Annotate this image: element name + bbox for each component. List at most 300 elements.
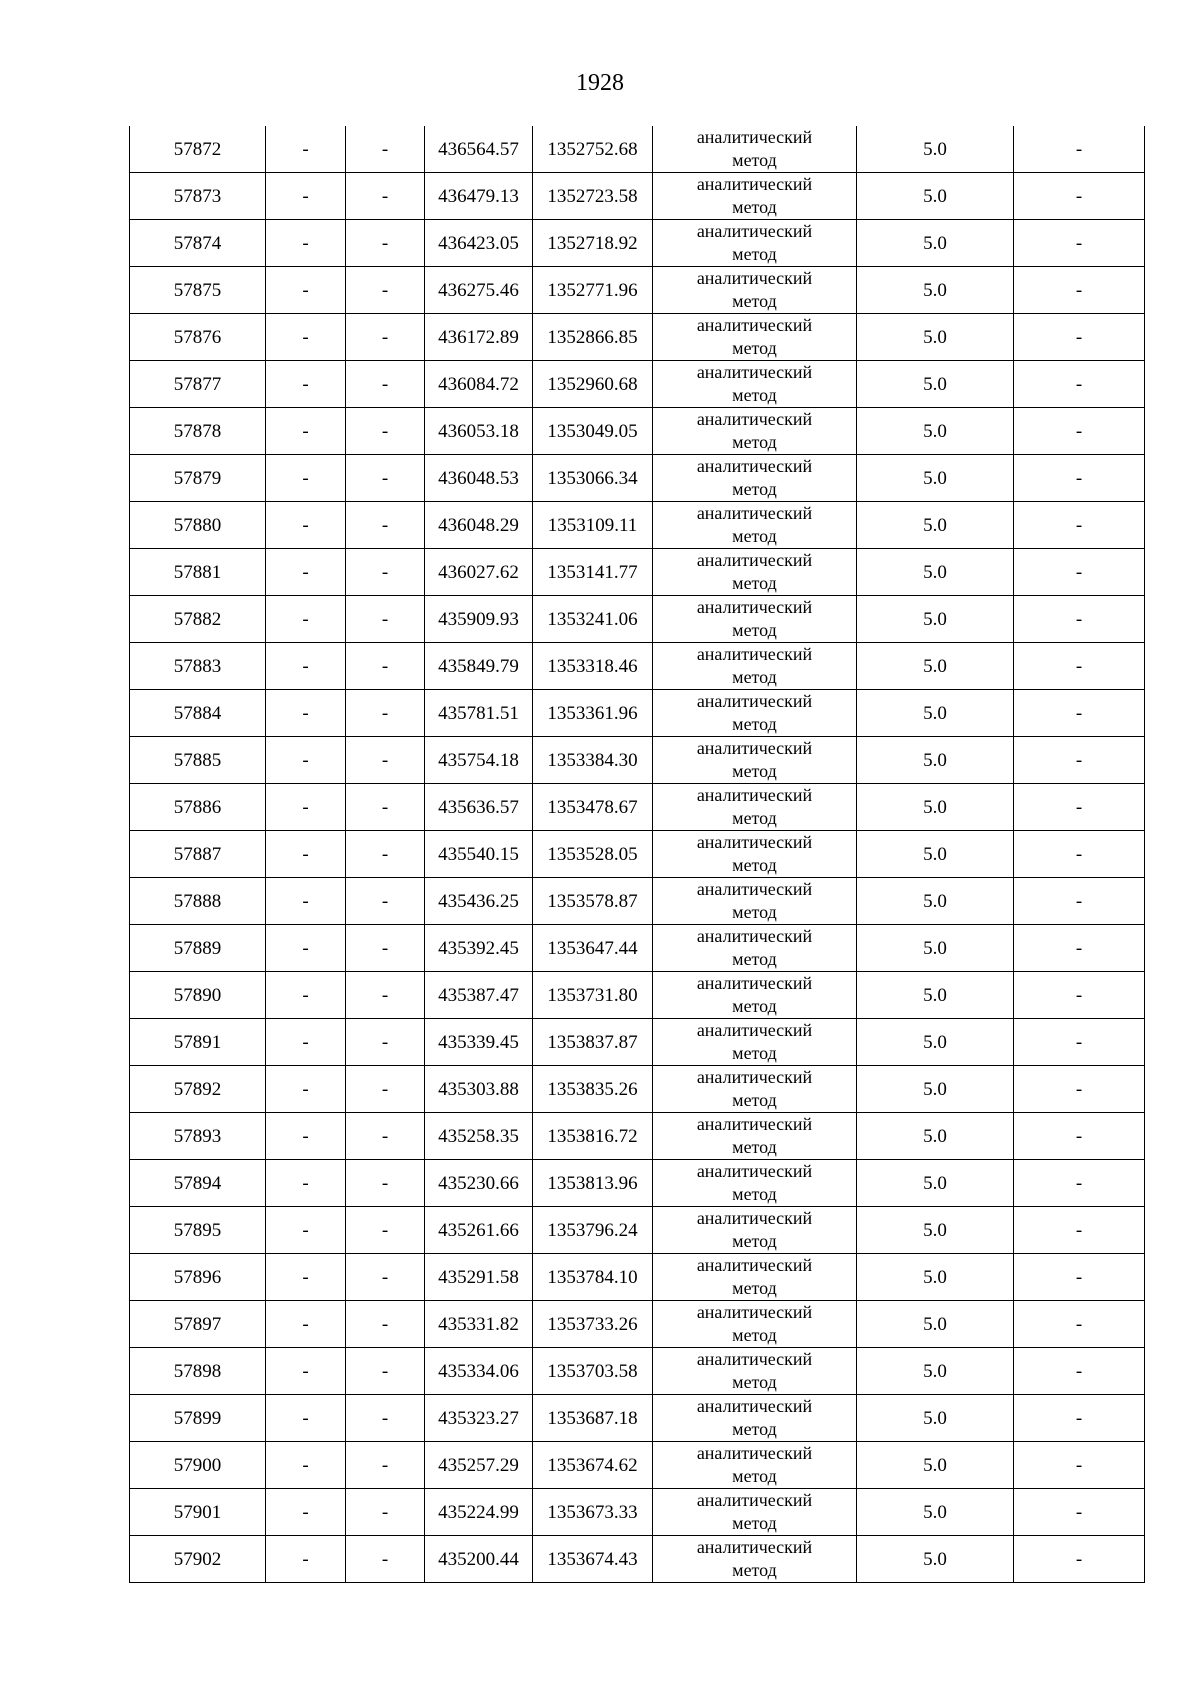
empty-value-cell: - [346,878,425,925]
point-number-cell: 57883 [130,643,266,690]
method-line-2: метод [732,1043,777,1063]
accuracy-cell: 5.0 [857,126,1014,173]
y-coordinate-cell: 1353733.26 [533,1301,653,1348]
method-line-1: аналитический [696,597,813,617]
accuracy-cell: 5.0 [857,1066,1014,1113]
method-line-2: метод [732,761,777,781]
x-coordinate-cell: 436084.72 [425,361,533,408]
method-line-1: аналитический [696,1396,813,1416]
empty-value-cell: - [346,737,425,784]
method-line-2: метод [732,1419,777,1439]
method-line-1: аналитический [696,1067,813,1087]
page-number: 1928 [576,70,624,96]
empty-value-cell: - [1014,1536,1145,1583]
empty-value-cell: - [1014,1301,1145,1348]
table-row [130,126,1145,173]
empty-value-cell: - [346,267,425,314]
empty-value-cell: - [1014,267,1145,314]
empty-value-cell: - [266,1442,346,1489]
empty-value-cell: - [266,220,346,267]
point-number-cell: 57880 [130,502,266,549]
empty-value-cell: - [266,1536,346,1583]
empty-value-cell: - [1014,925,1145,972]
method-line-2: метод [732,291,777,311]
x-coordinate-cell: 435436.25 [425,878,533,925]
method-line-2: метод [732,714,777,734]
method-line-1: аналитический [696,691,813,711]
accuracy-cell: 5.0 [857,1207,1014,1254]
point-number-cell: 57892 [130,1066,266,1113]
method-line-2: метод [732,855,777,875]
table-row [130,925,1145,972]
empty-value-cell: - [346,502,425,549]
accuracy-cell: 5.0 [857,596,1014,643]
method-line-2: метод [732,1137,777,1157]
table-body [130,126,1145,1583]
empty-value-cell: - [346,455,425,502]
method-line-2: метод [732,949,777,969]
method-line-1: аналитический [696,409,813,429]
method-line-2: метод [732,1560,777,1580]
accuracy-cell: 5.0 [857,1536,1014,1583]
empty-value-cell: - [266,737,346,784]
accuracy-cell: 5.0 [857,173,1014,220]
empty-value-cell: - [346,831,425,878]
y-coordinate-cell: 1353528.05 [533,831,653,878]
accuracy-cell: 5.0 [857,549,1014,596]
method-line-2: метод [732,573,777,593]
empty-value-cell: - [346,1395,425,1442]
point-number-cell: 57873 [130,173,266,220]
method-cell [653,643,857,690]
accuracy-cell: 5.0 [857,502,1014,549]
empty-value-cell: - [346,361,425,408]
empty-value-cell: - [346,1254,425,1301]
y-coordinate-cell: 1353784.10 [533,1254,653,1301]
accuracy-cell: 5.0 [857,1019,1014,1066]
method-line-2: метод [732,526,777,546]
empty-value-cell: - [1014,596,1145,643]
empty-value-cell: - [1014,1066,1145,1113]
empty-value-cell: - [1014,643,1145,690]
y-coordinate-cell: 1353673.33 [533,1489,653,1536]
empty-value-cell: - [346,1348,425,1395]
method-line-1: аналитический [696,221,813,241]
empty-value-cell: - [266,314,346,361]
method-cell [653,1207,857,1254]
x-coordinate-cell: 435334.06 [425,1348,533,1395]
method-line-2: метод [732,338,777,358]
method-cell [653,784,857,831]
table-row [130,502,1145,549]
table-row [130,831,1145,878]
y-coordinate-cell: 1353835.26 [533,1066,653,1113]
method-cell [653,361,857,408]
method-line-2: метод [732,808,777,828]
empty-value-cell: - [1014,455,1145,502]
x-coordinate-cell: 435387.47 [425,972,533,1019]
point-number-cell: 57902 [130,1536,266,1583]
empty-value-cell: - [1014,549,1145,596]
empty-value-cell: - [266,267,346,314]
y-coordinate-cell: 1353318.46 [533,643,653,690]
method-line-2: метод [732,479,777,499]
method-line-1: аналитический [696,1302,813,1322]
empty-value-cell: - [266,502,346,549]
method-line-2: метод [732,1184,777,1204]
x-coordinate-cell: 436275.46 [425,267,533,314]
coordinates-table [129,126,1145,1583]
point-number-cell: 57876 [130,314,266,361]
point-number-cell: 57881 [130,549,266,596]
table-row [130,1066,1145,1113]
x-coordinate-cell: 435303.88 [425,1066,533,1113]
x-coordinate-cell: 435200.44 [425,1536,533,1583]
x-coordinate-cell: 435540.15 [425,831,533,878]
method-line-1: аналитический [696,832,813,852]
y-coordinate-cell: 1353578.87 [533,878,653,925]
empty-value-cell: - [266,1113,346,1160]
y-coordinate-cell: 1353647.44 [533,925,653,972]
empty-value-cell: - [1014,361,1145,408]
table-row [130,972,1145,1019]
method-line-1: аналитический [696,1443,813,1463]
method-cell [653,1301,857,1348]
method-cell [653,1536,857,1583]
method-cell [653,878,857,925]
y-coordinate-cell: 1353813.96 [533,1160,653,1207]
table-row [130,1348,1145,1395]
method-line-2: метод [732,1278,777,1298]
table-row [130,314,1145,361]
point-number-cell: 57886 [130,784,266,831]
x-coordinate-cell: 435224.99 [425,1489,533,1536]
x-coordinate-cell: 435636.57 [425,784,533,831]
table-row [130,455,1145,502]
method-line-2: метод [732,1090,777,1110]
method-line-2: метод [732,1231,777,1251]
method-line-1: аналитический [696,738,813,758]
method-cell [653,1160,857,1207]
method-line-1: аналитический [696,785,813,805]
method-line-2: метод [732,432,777,452]
empty-value-cell: - [266,831,346,878]
y-coordinate-cell: 1353837.87 [533,1019,653,1066]
method-cell [653,267,857,314]
x-coordinate-cell: 436048.53 [425,455,533,502]
x-coordinate-cell: 436564.57 [425,126,533,173]
point-number-cell: 57878 [130,408,266,455]
method-line-1: аналитический [696,127,813,147]
empty-value-cell: - [1014,1160,1145,1207]
point-number-cell: 57877 [130,361,266,408]
empty-value-cell: - [346,1113,425,1160]
accuracy-cell: 5.0 [857,878,1014,925]
empty-value-cell: - [266,1207,346,1254]
empty-value-cell: - [266,408,346,455]
empty-value-cell: - [1014,408,1145,455]
empty-value-cell: - [346,596,425,643]
point-number-cell: 57891 [130,1019,266,1066]
accuracy-cell: 5.0 [857,643,1014,690]
point-number-cell: 57899 [130,1395,266,1442]
x-coordinate-cell: 435339.45 [425,1019,533,1066]
method-line-2: метод [732,667,777,687]
method-line-1: аналитический [696,644,813,664]
empty-value-cell: - [266,361,346,408]
point-number-cell: 57879 [130,455,266,502]
method-line-2: метод [732,620,777,640]
y-coordinate-cell: 1353049.05 [533,408,653,455]
y-coordinate-cell: 1352718.92 [533,220,653,267]
x-coordinate-cell: 435909.93 [425,596,533,643]
accuracy-cell: 5.0 [857,1442,1014,1489]
empty-value-cell: - [1014,1019,1145,1066]
point-number-cell: 57895 [130,1207,266,1254]
empty-value-cell: - [1014,502,1145,549]
table-row [130,878,1145,925]
table-row [130,549,1145,596]
y-coordinate-cell: 1352866.85 [533,314,653,361]
table-row [130,737,1145,784]
method-cell [653,1066,857,1113]
empty-value-cell: - [346,972,425,1019]
method-line-1: аналитический [696,1114,813,1134]
empty-value-cell: - [1014,1395,1145,1442]
method-cell [653,1019,857,1066]
empty-value-cell: - [266,1254,346,1301]
method-cell [653,737,857,784]
accuracy-cell: 5.0 [857,925,1014,972]
point-number-cell: 57896 [130,1254,266,1301]
x-coordinate-cell: 436048.29 [425,502,533,549]
table-row [130,267,1145,314]
table-row [130,408,1145,455]
accuracy-cell: 5.0 [857,1254,1014,1301]
method-line-2: метод [732,197,777,217]
method-cell [653,1395,857,1442]
table-row [130,690,1145,737]
method-line-1: аналитический [696,1020,813,1040]
table-row [130,1489,1145,1536]
accuracy-cell: 5.0 [857,455,1014,502]
table-row [130,643,1145,690]
table-row [130,1207,1145,1254]
empty-value-cell: - [346,173,425,220]
accuracy-cell: 5.0 [857,1301,1014,1348]
method-cell [653,831,857,878]
table-row [130,1113,1145,1160]
empty-value-cell: - [1014,878,1145,925]
table-row [130,1395,1145,1442]
method-line-1: аналитический [696,1161,813,1181]
method-line-2: метод [732,244,777,264]
y-coordinate-cell: 1353109.11 [533,502,653,549]
x-coordinate-cell: 435392.45 [425,925,533,972]
point-number-cell: 57901 [130,1489,266,1536]
y-coordinate-cell: 1353796.24 [533,1207,653,1254]
x-coordinate-cell: 435291.58 [425,1254,533,1301]
empty-value-cell: - [266,173,346,220]
y-coordinate-cell: 1353674.62 [533,1442,653,1489]
y-coordinate-cell: 1353241.06 [533,596,653,643]
accuracy-cell: 5.0 [857,361,1014,408]
method-line-2: метод [732,902,777,922]
method-line-1: аналитический [696,926,813,946]
method-line-1: аналитический [696,1537,813,1557]
point-number-cell: 57900 [130,1442,266,1489]
empty-value-cell: - [266,549,346,596]
y-coordinate-cell: 1352752.68 [533,126,653,173]
empty-value-cell: - [266,878,346,925]
empty-value-cell: - [266,1160,346,1207]
y-coordinate-cell: 1353141.77 [533,549,653,596]
accuracy-cell: 5.0 [857,314,1014,361]
x-coordinate-cell: 435754.18 [425,737,533,784]
point-number-cell: 57889 [130,925,266,972]
empty-value-cell: - [266,1066,346,1113]
point-number-cell: 57887 [130,831,266,878]
accuracy-cell: 5.0 [857,1113,1014,1160]
method-cell [653,1442,857,1489]
table-row [130,1019,1145,1066]
method-line-1: аналитический [696,1349,813,1369]
table-row [130,1301,1145,1348]
empty-value-cell: - [346,1066,425,1113]
empty-value-cell: - [1014,1442,1145,1489]
method-cell [653,925,857,972]
empty-value-cell: - [266,1348,346,1395]
method-line-1: аналитический [696,550,813,570]
accuracy-cell: 5.0 [857,1348,1014,1395]
x-coordinate-cell: 435261.66 [425,1207,533,1254]
method-line-2: метод [732,150,777,170]
y-coordinate-cell: 1352960.68 [533,361,653,408]
method-line-1: аналитический [696,174,813,194]
accuracy-cell: 5.0 [857,784,1014,831]
empty-value-cell: - [1014,972,1145,1019]
empty-value-cell: - [266,455,346,502]
y-coordinate-cell: 1352723.58 [533,173,653,220]
accuracy-cell: 5.0 [857,1489,1014,1536]
point-number-cell: 57893 [130,1113,266,1160]
point-number-cell: 57874 [130,220,266,267]
point-number-cell: 57882 [130,596,266,643]
method-line-1: аналитический [696,879,813,899]
empty-value-cell: - [346,1160,425,1207]
y-coordinate-cell: 1353687.18 [533,1395,653,1442]
table-row [130,361,1145,408]
y-coordinate-cell: 1353816.72 [533,1113,653,1160]
method-line-2: метод [732,996,777,1016]
point-number-cell: 57897 [130,1301,266,1348]
empty-value-cell: - [1014,126,1145,173]
empty-value-cell: - [266,972,346,1019]
method-cell [653,220,857,267]
empty-value-cell: - [346,549,425,596]
empty-value-cell: - [346,784,425,831]
point-number-cell: 57898 [130,1348,266,1395]
empty-value-cell: - [266,1301,346,1348]
accuracy-cell: 5.0 [857,737,1014,784]
method-cell [653,549,857,596]
method-cell [653,972,857,1019]
table-row [130,1254,1145,1301]
x-coordinate-cell: 436423.05 [425,220,533,267]
accuracy-cell: 5.0 [857,1160,1014,1207]
empty-value-cell: - [1014,173,1145,220]
x-coordinate-cell: 435781.51 [425,690,533,737]
x-coordinate-cell: 435331.82 [425,1301,533,1348]
empty-value-cell: - [266,643,346,690]
empty-value-cell: - [266,126,346,173]
empty-value-cell: - [1014,220,1145,267]
method-line-2: метод [732,1466,777,1486]
point-number-cell: 57885 [130,737,266,784]
empty-value-cell: - [1014,784,1145,831]
empty-value-cell: - [266,1019,346,1066]
method-cell [653,1489,857,1536]
point-number-cell: 57872 [130,126,266,173]
method-line-2: метод [732,385,777,405]
empty-value-cell: - [346,690,425,737]
empty-value-cell: - [1014,1489,1145,1536]
table-row [130,784,1145,831]
y-coordinate-cell: 1353066.34 [533,455,653,502]
method-cell [653,1113,857,1160]
x-coordinate-cell: 435257.29 [425,1442,533,1489]
method-cell [653,455,857,502]
point-number-cell: 57894 [130,1160,266,1207]
y-coordinate-cell: 1353361.96 [533,690,653,737]
method-cell [653,126,857,173]
x-coordinate-cell: 435323.27 [425,1395,533,1442]
empty-value-cell: - [346,1019,425,1066]
accuracy-cell: 5.0 [857,972,1014,1019]
method-line-1: аналитический [696,315,813,335]
method-cell [653,408,857,455]
table-row [130,1442,1145,1489]
empty-value-cell: - [1014,1113,1145,1160]
empty-value-cell: - [346,220,425,267]
method-line-1: аналитический [696,268,813,288]
empty-value-cell: - [1014,314,1145,361]
accuracy-cell: 5.0 [857,408,1014,455]
method-line-1: аналитический [696,362,813,382]
accuracy-cell: 5.0 [857,220,1014,267]
x-coordinate-cell: 435258.35 [425,1113,533,1160]
empty-value-cell: - [346,925,425,972]
method-cell [653,502,857,549]
method-line-1: аналитический [696,1255,813,1275]
empty-value-cell: - [1014,737,1145,784]
empty-value-cell: - [346,126,425,173]
y-coordinate-cell: 1353731.80 [533,972,653,1019]
method-cell [653,173,857,220]
method-line-1: аналитический [696,456,813,476]
method-line-1: аналитический [696,973,813,993]
method-line-1: аналитический [696,1490,813,1510]
x-coordinate-cell: 436053.18 [425,408,533,455]
empty-value-cell: - [346,643,425,690]
x-coordinate-cell: 436027.62 [425,549,533,596]
y-coordinate-cell: 1353384.30 [533,737,653,784]
accuracy-cell: 5.0 [857,267,1014,314]
empty-value-cell: - [266,1489,346,1536]
point-number-cell: 57890 [130,972,266,1019]
point-number-cell: 57888 [130,878,266,925]
empty-value-cell: - [346,1489,425,1536]
